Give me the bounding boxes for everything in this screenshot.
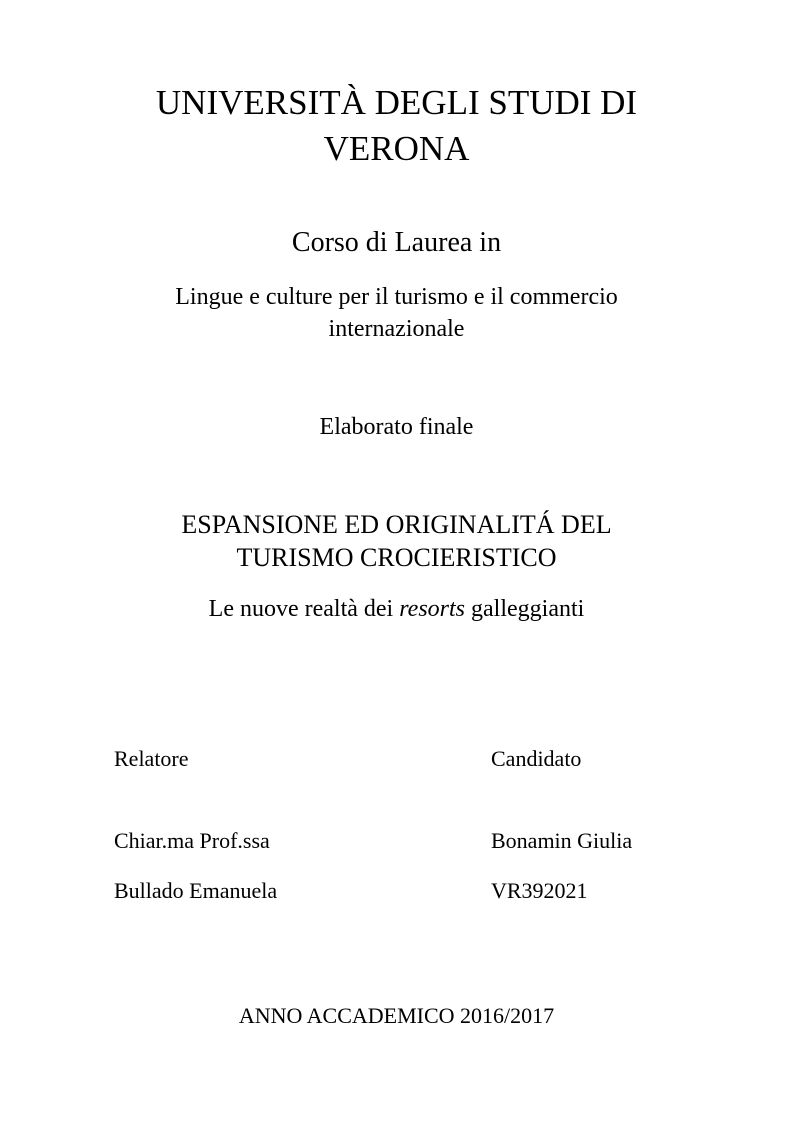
candidato-label: Candidato xyxy=(491,746,582,771)
relatore-title: Chiar.ma Prof.ssa xyxy=(114,828,270,853)
thesis-title xyxy=(0,508,793,574)
relatore-name: Bullado Emanuela xyxy=(114,878,278,903)
thesis-subtitle-before: Le nuove realtà dei xyxy=(208,596,400,622)
course-heading: Corso di Laurea in xyxy=(291,227,502,258)
thesis-title-line-1: ESPANSIONE ED ORIGINALITÁ DEL xyxy=(181,510,612,539)
thesis-subtitle xyxy=(0,593,793,625)
university-name-line-2: VERONA xyxy=(323,129,470,168)
document-type: Elaborato finale xyxy=(319,414,474,440)
academic-year: ANNO ACCADEMICO 2016/2017 xyxy=(238,1003,555,1028)
university-name-line-1: UNIVERSITÀ DEGLI STUDI DI xyxy=(155,83,638,122)
university-name xyxy=(0,80,793,172)
candidato-matricola: VR392021 xyxy=(491,878,588,903)
candidato-name: Bonamin Giulia xyxy=(491,828,633,853)
relatore-label: Relatore xyxy=(114,746,189,771)
thesis-title-line-2: TURISMO CROCIERISTICO xyxy=(236,543,557,572)
thesis-subtitle-after: galleggianti xyxy=(465,596,585,622)
course-name-line-1: Lingue e culture per il turismo e il commercio xyxy=(175,284,618,310)
thesis-subtitle-italic: resorts xyxy=(399,596,466,622)
course-name xyxy=(0,281,793,345)
course-name-line-2: internazionale xyxy=(328,316,465,342)
